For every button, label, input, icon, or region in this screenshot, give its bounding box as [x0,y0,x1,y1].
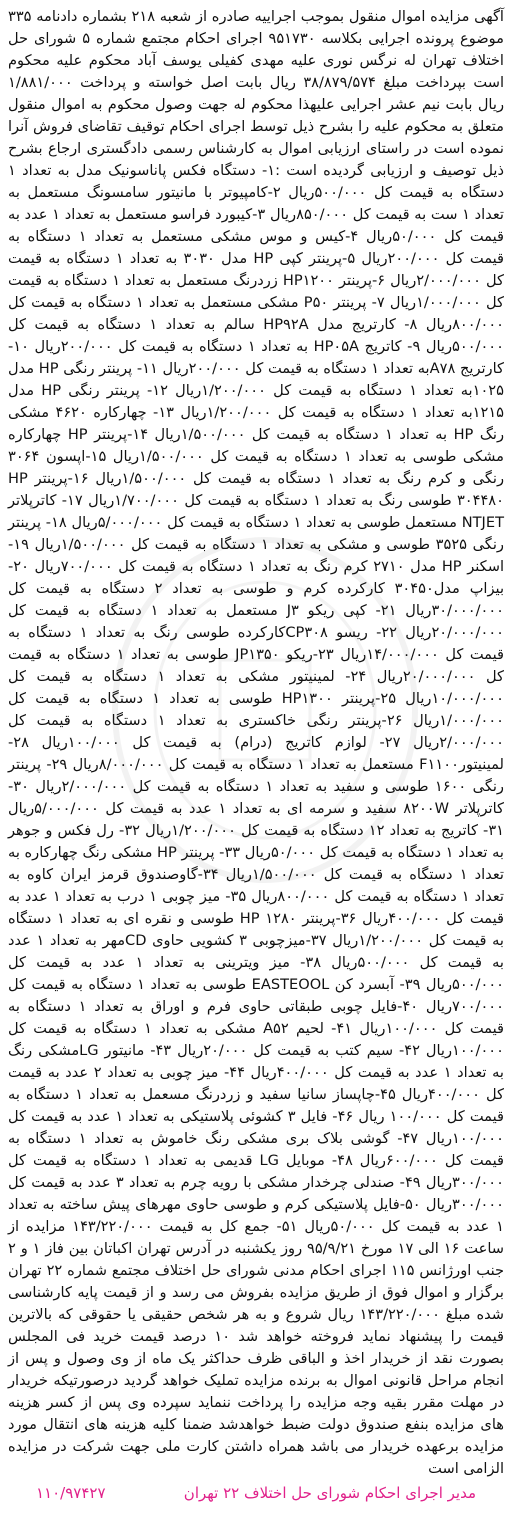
issuer-signature: مدیر اجرای احکام شورای حل اختلاف ۲۲ تهران [183,1484,476,1502]
notice-footer [8,1484,504,1502]
notice-body: آگهی مزایده اموال منقول بموجب اجراییه صادره از شعبه ۲۱۸ بشماره دادنامه ۳۳۵ موضوع پرونده اجرایی بکلاسه ۹۵۱۷۳۰ اجرای احکام مجتمع شماره ۵ شورای حل اختلاف تهران له نرگس نوری علیه مهدی کفیلی یوسف آباد محکوم علیه محکوم است بپرداخت مبلغ ۳۸/۸۷۹/۵۷۴ ریال بابت اصل خواسته و پرداخت ۱/۸۸۱/۰۰۰ ریال بابت نیم عشر اجرایی علیهذا محکوم له جهت وصول محکوم به اموال منقول متعلق به محکوم علیه را بشرح ذیل توسط اجرای احکام توقیف تقاضای فروش آنرا نموده است در راستای ارزیابی اموال به کارشناس رسمی دادگستری ارجاع بشرح ذیل توصیف و ارزیابی گردیده است :۱- دستگاه فکس پاناسونیک مدل به تعداد ۱ دستگاه به قیمت کل ۵۰۰/۰۰۰ریال ۲-کامپیوتر با مانیتور سامسونگ مستعمل به تعداد ۱ ست به قیمت کل ۸۵۰/۰۰۰ریال ۳-کیبورد فراسو مستعمل به تعداد ۱ عدد به قیمت کل ۵۰/۰۰۰ریال ۴-کیس و موس مشکی مستعمل به تعداد ۱ دستگاه به قیمت کل ۲۰۰/۰۰۰ریال ۵-پرینتر کپی HP مدل ۳۰۳۰ به تعداد ۱ دستگاه به قیمت کل ۲/۰۰۰/۰۰۰ریال ۶-پرینتر HP۱۲۰۰ زردرنگ مستعمل به تعداد ۱ دستگاه به قیمت کل ۱/۰۰۰/۰۰۰ریال ۷- پرینتر P۵۰ مشکی مستعمل به تعداد ۱ دستگاه به قیمت کل ۸۰۰/۰۰۰ریال ۸- کارتریج مدل HP۹۲A سالم به تعداد ۱ دستگاه به قیمت کل ۵۰۰/۰۰۰ریال ۹- کاتریج HP۰۵A به تعداد ۱ دستگاه به قیمت کل ۲۰۰/۰۰۰ریال ۱۰- کارتریج A۷۸به تعداد ۱ دستگاه به قیمت کل ۲۰۰/۰۰۰ریال ۱۱- پرینتر رنگی HP مدل ۱۰۲۵به تعداد ۱ دستگاه به قیمت کل ۱/۲۰۰/۰۰۰ریال ۱۲- پرینتر رنگی HP مدل ۱۲۱۵به تعداد ۱ دستگاه به قیمت کل ۱/۲۰۰/۰۰۰ریال ۱۳- چهارکاره ۴۶۲۰ مشکی رنگ HP به تعداد ۱ دستگاه به قیمت کل ۱/۵۰۰/۰۰۰ریال ۱۴-پرینتر HP چهارکاره مشکی طوسی به تعداد ۱ دستگاه به قیمت کل ۱/۵۰۰/۰۰۰ریال ۱۵-اپسون ۳۰۶۴ رنگی و کرم رنگ به تعداد ۱ دستگاه به قیمت کل ۱/۵۰۰/۰۰۰ریال ۱۶-پرینتر HP ۳۰۴۴۸۰ طوسی رنگ به تعداد ۱ دستگاه به قیمت کل ۱/۷۰۰/۰۰۰ریال ۱۷- کاترپلاتر NTJET مستعمل طوسی به تعداد ۱ دستگاه به قیمت کل ۵/۰۰۰/۰۰۰ریال ۱۸- پرینتر رنگی ۳۵۲۵ طوسی و مشکی به تعداد ۱ دستگاه به قیمت کل ۱/۵۰۰/۰۰۰ریال ۱۹- اسکنر HP مدل ۲۷۱۰ کرم رنگ به تعداد ۱ دستگاه به قیمت کل ۷۰۰/۰۰۰ریال ۲۰- بیزاپ مدل۳۰۴۵۰ کارکرده کرم و طوسی به تعداد ۲ دستگاه به قیمت کل ۳۰/۰۰۰/۰۰۰ریال ۲۱- کپی ریکو J۳ مستعمل به تعداد ۱ دستگاه به قیمت کل ۲۰/۰۰۰/۰۰۰ریال ۲۲- ریسو CP۳۰۸کارکرده طوسی رنگ به تعداد ۱ دستگاه به قیمت کل ۱۴/۰۰۰/۰۰۰ریال ۲۳-ریکو JP۱۳۵۰ طوسی به تعداد ۱ دستگاه به قیمت کل ۲۰/۰۰۰/۰۰۰ریال ۲۴- لمینیتور مشکی به تعداد ۱ دستگاه به قیمت کل ۱۰/۰۰۰/۰۰۰ریال ۲۵-پرینتر HP۱۳۰۰ طوسی به تعداد ۱ دستگاه به قیمت کل ۱/۰۰۰/۰۰۰ریال ۲۶-پرینتر رنگی خاکستری به تعداد ۱ دستگاه به قیمت کل ۲/۰۰۰/۰۰۰ریال ۲۷- لوازم کاتریج (درام) به قیمت کل ۱۰۰/۰۰۰ریال ۲۸- لمینیتورF۱۱۰۰ مستعمل به تعداد ۱ دستگاه به قیمت کل ۸/۰۰۰/۰۰۰ریال ۲۹- پرینتر رنگی ۱۶۰۰ طوسی و سفید به تعداد ۱ دستگاه به قیمت کل ۲/۰۰۰/۰۰۰ریال ۳۰- کاترپلاتر ۸۲۰۰W سفید و سرمه ای به تعداد ۱ عدد به قیمت کل ۵/۰۰۰/۰۰۰ریال ۳۱- کاتریج به تعداد ۱۲ دستگاه به قیمت کل ۱/۲۰۰/۰۰۰ریال ۳۲- رل فکس و جوهر به تعداد ۱ دستگاه به قیمت کل ۵۰/۰۰۰ریال ۳۳- پرینتر HP مشکی رنگ چهارکاره به تعداد ۱ دستگاه به قیمت کل ۱/۵۰۰/۰۰۰ریال ۳۴-گاوصندوق قرمز ایران کاوه به تعداد ۱ دستگاه به قیمت کل ۸۰۰/۰۰۰ریال ۳۵- میز چوبی ۱ درب به تعداد ۱ عدد به قیمت کل ۴۰۰/۰۰۰ریال ۳۶-پرینتر HP ۱۲۸۰ طوسی و نقره ای به تعداد ۱ دستگاه به قیمت کل ۱/۲۰۰/۰۰۰ریال ۳۷-میزچوبی ۳ کشویی حاوی CDمهر به تعداد ۱ عدد به قیمت کل ۵۰۰/۰۰۰ریال ۳۸- میز ویترینی به تعداد ۱ عدد به قیمت کل ۵۰۰/۰۰۰ریال ۳۹- آبسرد کن EASTEOOL طوسی به تعداد ۱ دستگاه به قیمت کل ۷۰۰/۰۰۰ریال ۴۰-فایل چوبی طبقاتی حاوی فرم و اوراق به تعداد ۱ دستگاه به قیمت کل ۱۰۰/۰۰۰ریال ۴۱- لحیم A۵۲ مشکی به تعداد ۱ دستگاه به قیمت کل ۱۰۰/۰۰۰ریال ۴۲- سیم کتب به قیمت کل ۲۰/۰۰۰ریال ۴۳- مانیتور LGمشکی رنگ به تعداد ۱ عدد به قیمت کل ۴۰۰/۰۰۰ریال ۴۴- میز چوبی به تعداد ۲ عدد به قیمت کل ۴۰۰/۰۰۰ریال ۴۵-چاپساز سانیا سفید و زردرنگ مسعمل به تعداد ۱ دستگاه به قیمت کل ۱۰۰/۰۰۰ ریال ۴۶- فایل ۳ کشوئی پلاستیکی به تعداد ۱ عدد به قیمت کل ۱۰۰/۰۰۰ریال ۴۷- گوشی بلاک بری مشکی رنگ خاموش به تعداد ۱ دستگاه به قیمت کل ۶۰۰/۰۰۰ریال ۴۸- موبایل LG قدیمی به تعداد ۱ دستگاه به قیمت کل ۳۰۰/۰۰۰ریال ۴۹- صندلی چرخدار مشکی با رویه چرم به تعداد ۳ عدد به قیمت کل ۳۰۰/۰۰۰ریال ۵۰-فایل پلاستیکی کرم و طوسی حاوی مهرهای پیش ساخته به تعداد ۱ عدد به قیمت کل ۵۰/۰۰۰ریال ۵۱- جمع کل به قیمت ۱۴۳/۲۲۰/۰۰۰ مزایده از ساعت ۱۶ الی ۱۷ مورخ ۹۵/۹/۲۱ روز یکشنبه در آدرس تهران اکباتان بین فاز ۱ و ۲ جنب اورژانس ۱۱۵ اجرای احکام مدنی شورای حل اختلاف مجتمع شماره ۲۲ تهران برگزار و اموال فوق از طریق مزایده بفروش می رسد و از قیمت پایه کارشناسی شده مبلغ ۱۴۳/۲۲۰/۰۰۰ ریال شروع و به هر شخص حقیقی یا حقوقی که بالاترین قیمت را پیشنهاد نماید فروخته خواهد شد ۱۰ درصد قیمت خرید فی المجلس بصورت نقد از خریدار اخذ و الباقی ظرف حداکثر یک ماه از وی وصول و پس از انجام مراحل قانونی اموال به برنده مزایده تملیک خواهد گردید درصورتیکه خریدار در مهلت مقرر بقیه وجه مزایده را پرداخت ننماید سپرده وی پس از کسر هزینه های مزایده بنفع صندوق دولت ضبط خواهدشد ضمنا کلیه هزینه های انتقال مورد مزایده برعهده خریدار می باشد همراه داشتن کارت ملی جهت شرکت در مزایده الزامی است [8,8,505,1477]
reference-number: ۱۱۰/۹۷۴۲۷ [36,1484,106,1502]
